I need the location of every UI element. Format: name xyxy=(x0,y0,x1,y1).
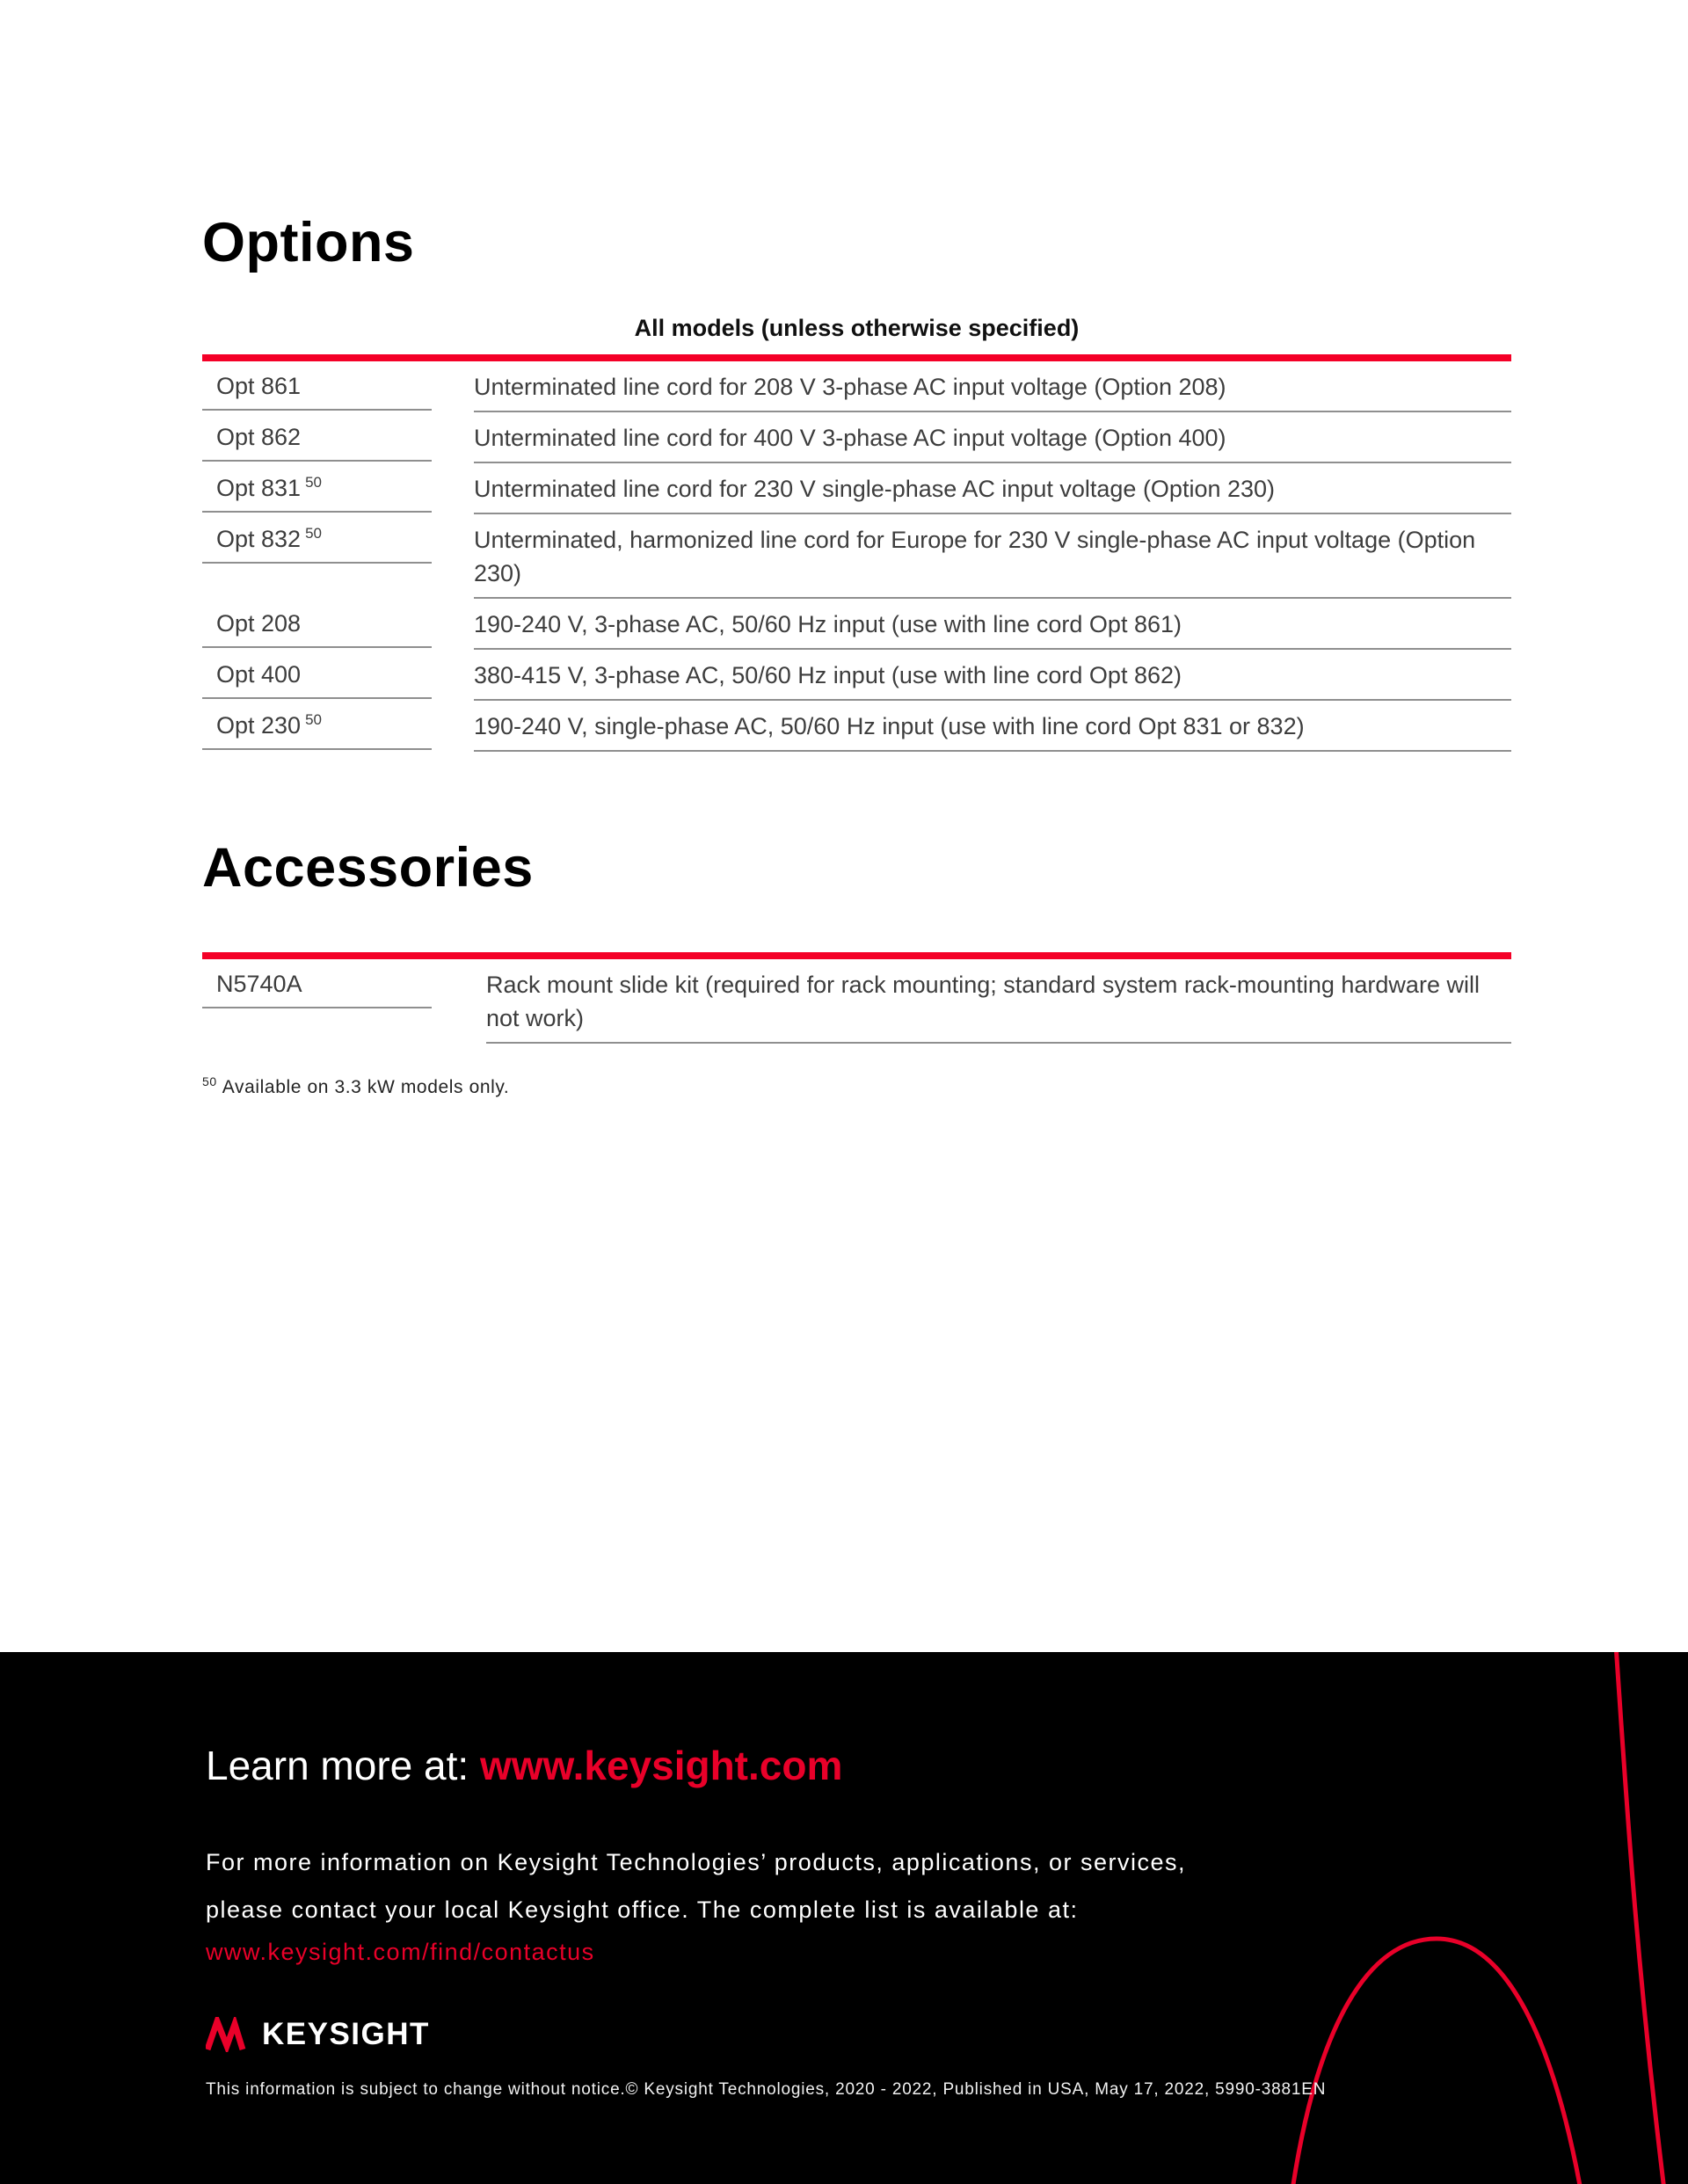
table-row xyxy=(202,412,1511,463)
table-row xyxy=(202,514,1511,599)
options-table-caption: All models (unless otherwise specified) xyxy=(634,315,1080,341)
accessory-desc-cell: Rack mount slide kit (required for rack mounting; standard system rack-mounting hardware will not work) xyxy=(486,959,1511,1044)
option-code-cell xyxy=(202,463,432,513)
accessories-heading: Accessories xyxy=(202,837,534,899)
footnote-text: Available on 3.3 kW models only. xyxy=(222,1077,510,1097)
footer-content xyxy=(0,1652,1688,2100)
accessory-model-cell: N5740A xyxy=(202,959,432,1008)
page-footer xyxy=(0,1652,1688,2184)
accessories-table xyxy=(202,952,1511,1044)
option-desc-cell: Unterminated line cord for 230 V single-phase AC input voltage (Option 230) xyxy=(474,463,1511,514)
option-desc-cell: Unterminated, harmonized line cord for Europe for 230 V single-phase AC input voltage (Option 230) xyxy=(474,514,1511,599)
footer-info-line1: For more information on Keysight Technologies’ products, applications, or services, xyxy=(206,1849,1186,1875)
option-desc-cell: Unterminated line cord for 208 V 3-phase AC input voltage (Option 208) xyxy=(474,361,1511,412)
table-row xyxy=(202,650,1511,701)
option-code-cell xyxy=(202,701,432,750)
accessories-table-top-rule xyxy=(202,952,1511,959)
learn-more-label: Learn more at: xyxy=(206,1743,469,1788)
option-code: Opt 230 xyxy=(216,712,302,739)
options-table-top-rule xyxy=(202,354,1511,361)
option-code: Opt 400 xyxy=(216,661,302,688)
keysight-logo-text: KEYSIGHT xyxy=(262,2017,430,2051)
option-footnote-marker: 50 xyxy=(305,711,322,728)
legal-text: This information is subject to change without notice.© Keysight Technologies, 2020 - 2022, Published in USA, May 17, 2022, 5990-3881EN xyxy=(206,2080,1327,2099)
footnote xyxy=(202,1074,1511,1098)
keysight-logo-icon xyxy=(206,2017,251,2052)
learn-more-line xyxy=(206,1742,1688,1789)
option-code-cell xyxy=(202,361,432,411)
table-row xyxy=(202,599,1511,650)
table-row xyxy=(202,361,1511,412)
option-footnote-marker: 50 xyxy=(305,525,322,542)
options-heading: Options xyxy=(202,212,415,273)
footer-info-line2: please contact your local Keysight office. The complete list is available at: xyxy=(206,1896,1079,1923)
options-table xyxy=(202,354,1511,752)
table-row xyxy=(202,463,1511,514)
option-code: Opt 862 xyxy=(216,424,302,450)
keysight-logo xyxy=(206,2017,1688,2052)
option-code-cell xyxy=(202,514,432,564)
option-desc-cell: 380-415 V, 3-phase AC, 50/60 Hz input (use with line cord Opt 862) xyxy=(474,650,1511,701)
option-desc-cell: 190-240 V, 3-phase AC, 50/60 Hz input (use with line cord Opt 861) xyxy=(474,599,1511,650)
table-row xyxy=(202,701,1511,752)
option-desc-cell: 190-240 V, single-phase AC, 50/60 Hz input (use with line cord Opt 831 or 832) xyxy=(474,701,1511,752)
option-code: Opt 832 xyxy=(216,526,302,552)
keysight-home-link[interactable]: www.keysight.com xyxy=(479,1743,843,1788)
option-code-cell xyxy=(202,412,432,462)
option-code: Opt 831 xyxy=(216,475,302,501)
option-code: Opt 208 xyxy=(216,610,302,637)
footer-info-text xyxy=(206,1838,1688,1933)
option-desc-cell: Unterminated line cord for 400 V 3-phase AC input voltage (Option 400) xyxy=(474,412,1511,463)
table-row xyxy=(202,959,1511,1044)
option-code-cell xyxy=(202,650,432,699)
option-footnote-marker: 50 xyxy=(305,474,322,491)
footnote-marker: 50 xyxy=(202,1074,217,1088)
option-code: Opt 861 xyxy=(216,373,302,399)
option-code-cell xyxy=(202,599,432,648)
contact-us-link[interactable]: www.keysight.com/find/contactus xyxy=(206,1939,595,1965)
